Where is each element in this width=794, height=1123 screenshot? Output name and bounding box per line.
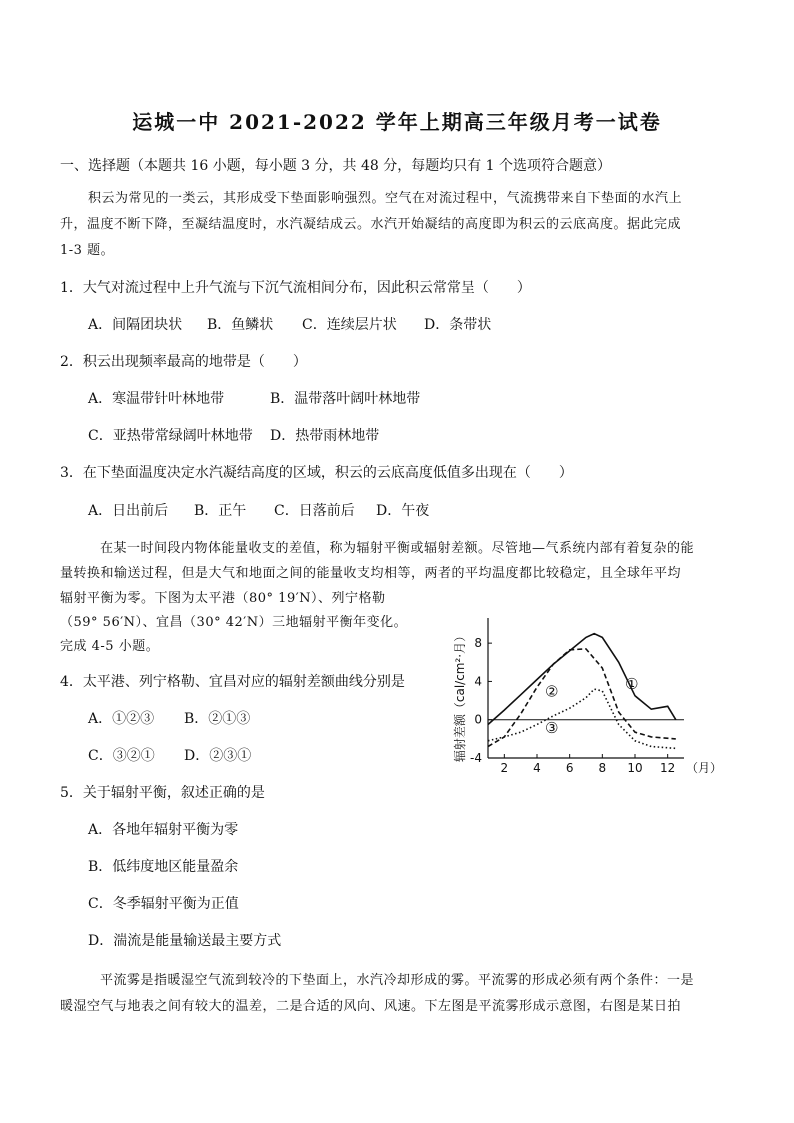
passage-1-line-3: 1-3 题。	[60, 243, 115, 258]
x-tick-label: 8	[598, 761, 607, 774]
question-5-stem: 5．关于辐射平衡，叙述正确的是	[60, 785, 265, 801]
question-4-option-a[interactable]: A．①②③	[88, 711, 155, 727]
question-5-option-d[interactable]: D．湍流是能量输送最主要方式	[88, 933, 282, 949]
question-1-option-a[interactable]: A．间隔团块状	[88, 317, 183, 333]
question-2-option-c[interactable]: C．亚热带常绿阔叶林地带	[88, 428, 253, 444]
x-tick-label: 6	[565, 761, 574, 774]
question-3-option-d[interactable]: D．午夜	[376, 503, 430, 519]
chart-ylabel: 辐射差额（cal/cm²·月）	[453, 629, 467, 763]
passage-2-line-5: 完成 4-5 小题。	[60, 639, 160, 654]
series-1-line	[488, 634, 676, 725]
series-1-label: ①	[625, 675, 639, 694]
y-tick-label: 0	[474, 712, 482, 727]
y-tick-label: -4	[470, 751, 482, 765]
question-2-stem: 2．积云出现频率最高的地带是（ ）	[60, 354, 307, 370]
passage-2-line-3: 辐射平衡为零。下图为太平港（80° 19′N）、列宁格勒	[60, 591, 386, 606]
question-5-option-b[interactable]: B．低纬度地区能量盈余	[88, 859, 239, 875]
passage-2-line-1: 在某一时间段内物体能量收支的差值，称为辐射平衡或辐射差额。尽管地—气系统内部有着复杂的能	[100, 541, 695, 556]
series-2-label: ②	[544, 682, 559, 701]
question-5-option-c[interactable]: C．冬季辐射平衡为正值	[88, 896, 239, 912]
question-3-option-c[interactable]: C．日落前后	[274, 503, 355, 519]
question-4-option-c[interactable]: C．③②①	[88, 748, 155, 764]
passage-3-line-1: 平流雾是指暖湿空气流到较冷的下垫面上，水汽冷却形成的雾。平流雾的形成必须有两个条件：一是	[100, 973, 695, 988]
y-tick-label: 8	[474, 636, 482, 651]
x-tick-label: 10	[627, 761, 643, 774]
question-3-option-b[interactable]: B．正午	[194, 503, 247, 519]
series-2-line	[488, 649, 676, 747]
x-tick-label: 2	[500, 761, 509, 774]
question-4-option-b[interactable]: B．②①③	[184, 711, 251, 727]
x-unit-label: （月）	[686, 761, 723, 774]
question-2-option-b[interactable]: B．温带落叶阔叶林地带	[270, 391, 421, 407]
radiation-balance-chart	[448, 614, 724, 774]
x-tick-label: 12	[660, 761, 676, 774]
passage-3-line-2: 暖湿空气与地表之间有较大的温差，二是合适的风向、风速。下左图是平流雾形成示意图，右图是某日拍	[60, 999, 682, 1014]
y-tick-label: 4	[474, 674, 482, 689]
question-5-option-a[interactable]: A．各地年辐射平衡为零	[88, 822, 239, 838]
question-4-option-d[interactable]: D．②③①	[184, 748, 252, 764]
passage-2-line-4: （59° 56′N）、宜昌（30° 42′N）三地辐射平衡年变化。	[60, 615, 408, 630]
question-1-stem: 1．大气对流过程中上升气流与下沉气流相间分布，因此积云常常呈（ ）	[60, 280, 531, 296]
passage-1-line-1: 积云为常见的一类云，其形成受下垫面影响强烈。空气在对流过程中，气流携带来自下垫面的水汽上	[88, 191, 683, 206]
section-heading: 一、选择题（本题共 16 小题，每小题 3 分，共 48 分，每题均只有 1 个选项符合题意）	[60, 158, 612, 174]
question-3-stem: 3．在下垫面温度决定水汽凝结高度的区域，积云的云底高度低值多出现在（ ）	[60, 465, 573, 481]
page-title: 运城一中 2021-2022 学年上期高三年级月考一试卷	[132, 110, 662, 134]
series-3-label: ③	[544, 719, 559, 738]
question-4-stem: 4．太平港、列宁格勒、宜昌对应的辐射差额曲线分别是	[60, 674, 405, 690]
question-2-option-d[interactable]: D．热带雨林地带	[270, 428, 380, 444]
passage-1-line-2: 升，温度不断下降，至凝结温度时，水汽凝结成云。水汽开始凝结的高度即为积云的云底高度。据此完成	[60, 217, 682, 232]
question-3-option-a[interactable]: A．日出前后	[88, 503, 169, 519]
chart-svg	[448, 614, 724, 774]
question-2-option-a[interactable]: A．寒温带针叶林地带	[88, 391, 225, 407]
question-1-option-d[interactable]: D．条带状	[424, 317, 492, 333]
x-tick-label: 4	[533, 761, 541, 774]
question-1-option-c[interactable]: C．连续层片状	[302, 317, 397, 333]
passage-2-line-2: 量转换和输送过程，但是大气和地面之间的能量收支均相等，两者的平均温度都比较稳定，且全球年平均	[60, 566, 682, 581]
question-1-option-b[interactable]: B．鱼鳞状	[207, 317, 274, 333]
